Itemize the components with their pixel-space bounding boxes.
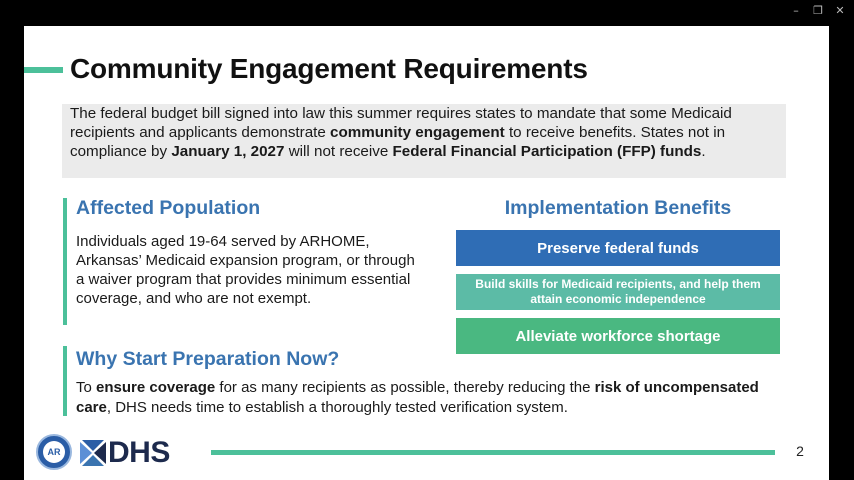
why-text: for as many recipients as possible, thereby reducing the xyxy=(215,379,595,396)
restore-icon[interactable]: ❐ xyxy=(813,4,823,17)
affected-section-bar xyxy=(63,198,67,325)
dhs-logo xyxy=(78,436,196,470)
intro-text: . xyxy=(701,143,706,160)
intro-text: to receive benefits. States not in compliance by xyxy=(70,124,726,160)
why-bold-text: ensure coverage xyxy=(96,379,216,396)
why-start-text xyxy=(76,378,776,418)
benefit-preserve-funds: Preserve federal funds xyxy=(456,230,780,266)
why-text: To xyxy=(76,379,97,396)
intro-bold-text: community engagement xyxy=(330,124,505,141)
benefit-build-skills: Build skills for Medicaid recipients, and help them attain economic independence xyxy=(456,274,780,310)
window-titlebar xyxy=(0,0,854,24)
title-accent-bar xyxy=(24,67,63,73)
footer-rule xyxy=(211,450,775,455)
intro-paragraph xyxy=(62,104,786,178)
page-number: 2 xyxy=(796,443,804,459)
intro-text: The federal budget bill signed into law this summer requires states to mandate that some Medicaid recipients and applicants demonstrate xyxy=(70,105,732,141)
benefit-workforce-shortage: Alleviate workforce shortage xyxy=(456,318,780,354)
why-start-heading: Why Start Preparation Now? xyxy=(76,348,340,370)
why-text: , DHS needs time to establish a thoroughly tested verification system. xyxy=(106,399,568,416)
why-section-bar xyxy=(63,346,67,416)
why-bold-text: risk of uncompensated care xyxy=(76,379,759,416)
close-icon[interactable]: ✕ xyxy=(835,4,845,17)
affected-population-heading: Affected Population xyxy=(76,197,261,219)
dhs-logo-text: DHS xyxy=(108,436,170,469)
affected-population-text: Individuals aged 19-64 served by ARHOME, Arkansas’ Medicaid expansion program, or through a waiver program that provides minimum essential coverage, and who are not exempt. xyxy=(76,233,415,307)
slide-title: Community Engagement Requirements xyxy=(70,53,588,84)
seal-text: AR xyxy=(43,441,65,463)
arkansas-seal-logo xyxy=(36,434,72,470)
intro-bold-text: Federal Financial Participation (FFP) funds xyxy=(392,143,702,160)
dhs-star-icon xyxy=(78,438,108,468)
implementation-benefits-heading: Implementation Benefits xyxy=(504,197,732,219)
minimize-icon[interactable]: – xyxy=(793,4,799,17)
intro-text: will not receive xyxy=(284,143,393,160)
presentation-slide xyxy=(24,26,829,480)
intro-bold-text: January 1, 2027 xyxy=(171,143,285,160)
